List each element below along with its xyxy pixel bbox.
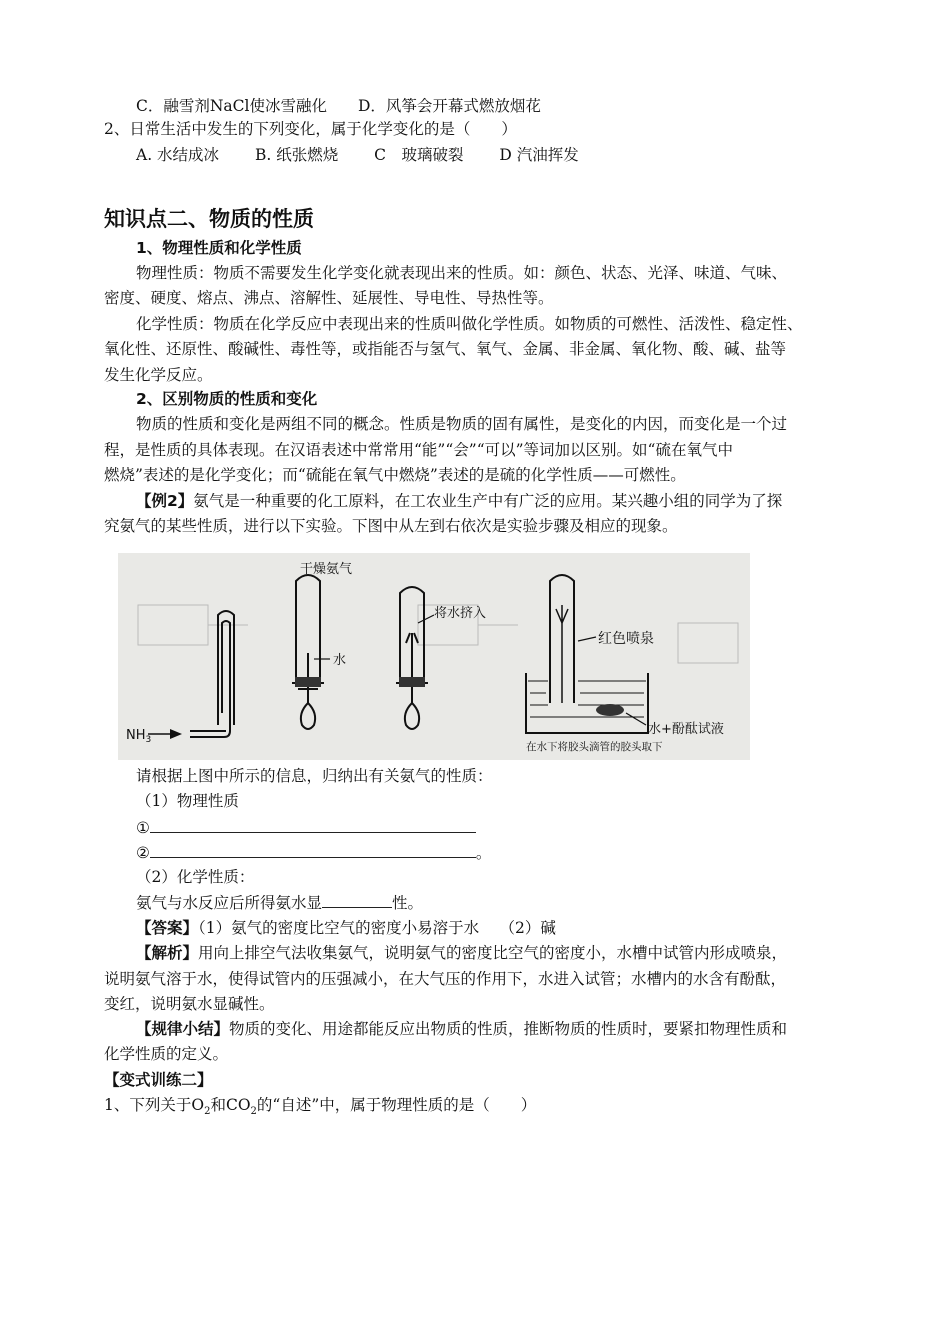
example-2-line xyxy=(136,490,782,512)
paragraph-line: 氧化性、还原性、酸碱性、毒性等，或指能否与氢气、氧气、金属、非金属、氧化物、酸、碱、盐等 xyxy=(104,340,787,358)
explanation-tag: 【解析】 xyxy=(136,944,199,962)
practice-question-1: 1、下列关于$O_2$和$CO_2$的“自述”中，属于物理性质的是（ ） xyxy=(104,1096,537,1118)
blank-line[interactable] xyxy=(150,816,476,833)
bulb-icon xyxy=(596,704,624,716)
example-text: 氨气是一种重要的化工原料，在工农业生产中有广泛的应用。某兴趣小组的同学为了探 xyxy=(193,492,783,510)
paragraph-line: 说明氨气溶于水，使得试管内的压强减小，在大气压的作用下，水进入试管；水槽内的水含有酚酞， xyxy=(104,970,787,988)
rule-summary-text: 物质的变化、用途都能反应出物质的性质，推断物质的性质时，要紧扣物理性质和 xyxy=(229,1020,788,1038)
paragraph-line: 密度、硬度、熔点、沸点、溶解性、延展性、导电性、导热性等。 xyxy=(104,289,554,307)
figure-caption: 在水下将胶头滴管的胶头取下 xyxy=(526,741,663,753)
question-part-1: （1）物理性质 xyxy=(136,792,239,810)
paragraph-line: 化学性质的定义。 xyxy=(104,1045,229,1063)
example-tag: 【例2】 xyxy=(136,492,194,510)
step2-tube xyxy=(292,575,324,729)
stopper-icon xyxy=(399,677,425,687)
paragraph-line: 化学性质：物质在化学反应中表现出来的性质叫做化学性质。如物质的可燃性、活泼性、稳定性、 xyxy=(136,315,803,333)
question-option-line: C．融雪剂NaCl使冰雪融化 D．风筝会开幕式燃放烟花 xyxy=(136,97,541,115)
answer-blank-2: ② 。 xyxy=(136,841,491,864)
stopper-icon xyxy=(295,677,321,687)
squeeze-water-label: 将水挤入 xyxy=(434,606,487,621)
blank-line[interactable] xyxy=(150,841,476,858)
answer-text: （1）氨气的密度比空气的密度小易溶于水 （2）碱 xyxy=(198,919,556,937)
paragraph-line: 物质的性质和变化是两组不同的概念。性质是物质的固有属性，是变化的内因，而变化是一个过 xyxy=(136,415,788,433)
question-part-2: （2）化学性质： xyxy=(136,868,255,886)
explanation-text: 用向上排空气法收集氨气，说明氨气的密度比空气的密度小，水槽中试管内形成喷泉， xyxy=(198,944,788,962)
paragraph-line: 程，是性质的具体表现。在汉语表述中常常用“能”“会”“可以”等词加以区别。如“硫在氧气中 xyxy=(104,441,733,459)
water-label: 水 xyxy=(333,653,347,668)
question-2: 2、日常生活中发生的下列变化，属于化学变化的是（ ） xyxy=(104,120,517,138)
step3-tube xyxy=(396,587,428,729)
paragraph-line: 究氨气的某些性质，进行以下实验。下图中从左到右依次是实验步骤及相应的现象。 xyxy=(104,517,678,535)
question-intro: 请根据上图中所示的信息，归纳出有关氨气的性质： xyxy=(136,767,493,785)
explanation-line xyxy=(136,942,787,964)
experiment-diagram xyxy=(118,553,750,760)
subheading-1: 1、物理性质和化学性质 xyxy=(136,239,302,257)
question-2-options: A. 水结成冰 B. 纸张燃烧 C 玻璃破裂 D 汽油挥发 xyxy=(136,146,579,164)
dry-ammonia-label: 干燥氨气 xyxy=(300,562,353,577)
rule-summary-line xyxy=(136,1018,787,1040)
water-lines xyxy=(528,681,646,717)
experiment-figure xyxy=(118,553,750,760)
subheading-2: 2、区别物质的性质和变化 xyxy=(136,390,318,408)
answer-blank-3: 氨气与水反应后所得氨水显 性。 xyxy=(136,891,423,914)
paragraph-line: 燃烧”表述的是化学变化；而“硫能在氧气中燃烧”表述的是硫的化学性质——可燃性。 xyxy=(104,466,686,484)
blank-line[interactable] xyxy=(322,891,392,908)
nh3-label: $NH_3$ xyxy=(126,728,152,745)
answer-line xyxy=(136,917,556,939)
phenolphthalein-label: 水+酚酞试液 xyxy=(648,722,724,737)
paragraph-line: 发生化学反应。 xyxy=(104,366,213,384)
answer-tag: 【答案】 xyxy=(136,919,199,937)
step1-tube xyxy=(190,611,234,737)
step4-trough xyxy=(526,575,648,733)
practice-title: 【变式训练二】 xyxy=(104,1071,213,1089)
section-title: 知识点二、物质的性质 xyxy=(104,207,314,231)
rule-summary-tag: 【规律小结】 xyxy=(136,1020,230,1038)
paragraph-line: 物理性质：物质不需要发生化学变化就表现出来的性质。如：颜色、状态、光泽、味道、气味、 xyxy=(136,264,788,282)
answer-blank-1: ① xyxy=(136,816,476,839)
fountain-icon xyxy=(556,605,568,703)
paragraph-line: 变红，说明氨水显碱性。 xyxy=(104,995,275,1013)
red-fountain-label: 红色喷泉 xyxy=(598,631,654,647)
